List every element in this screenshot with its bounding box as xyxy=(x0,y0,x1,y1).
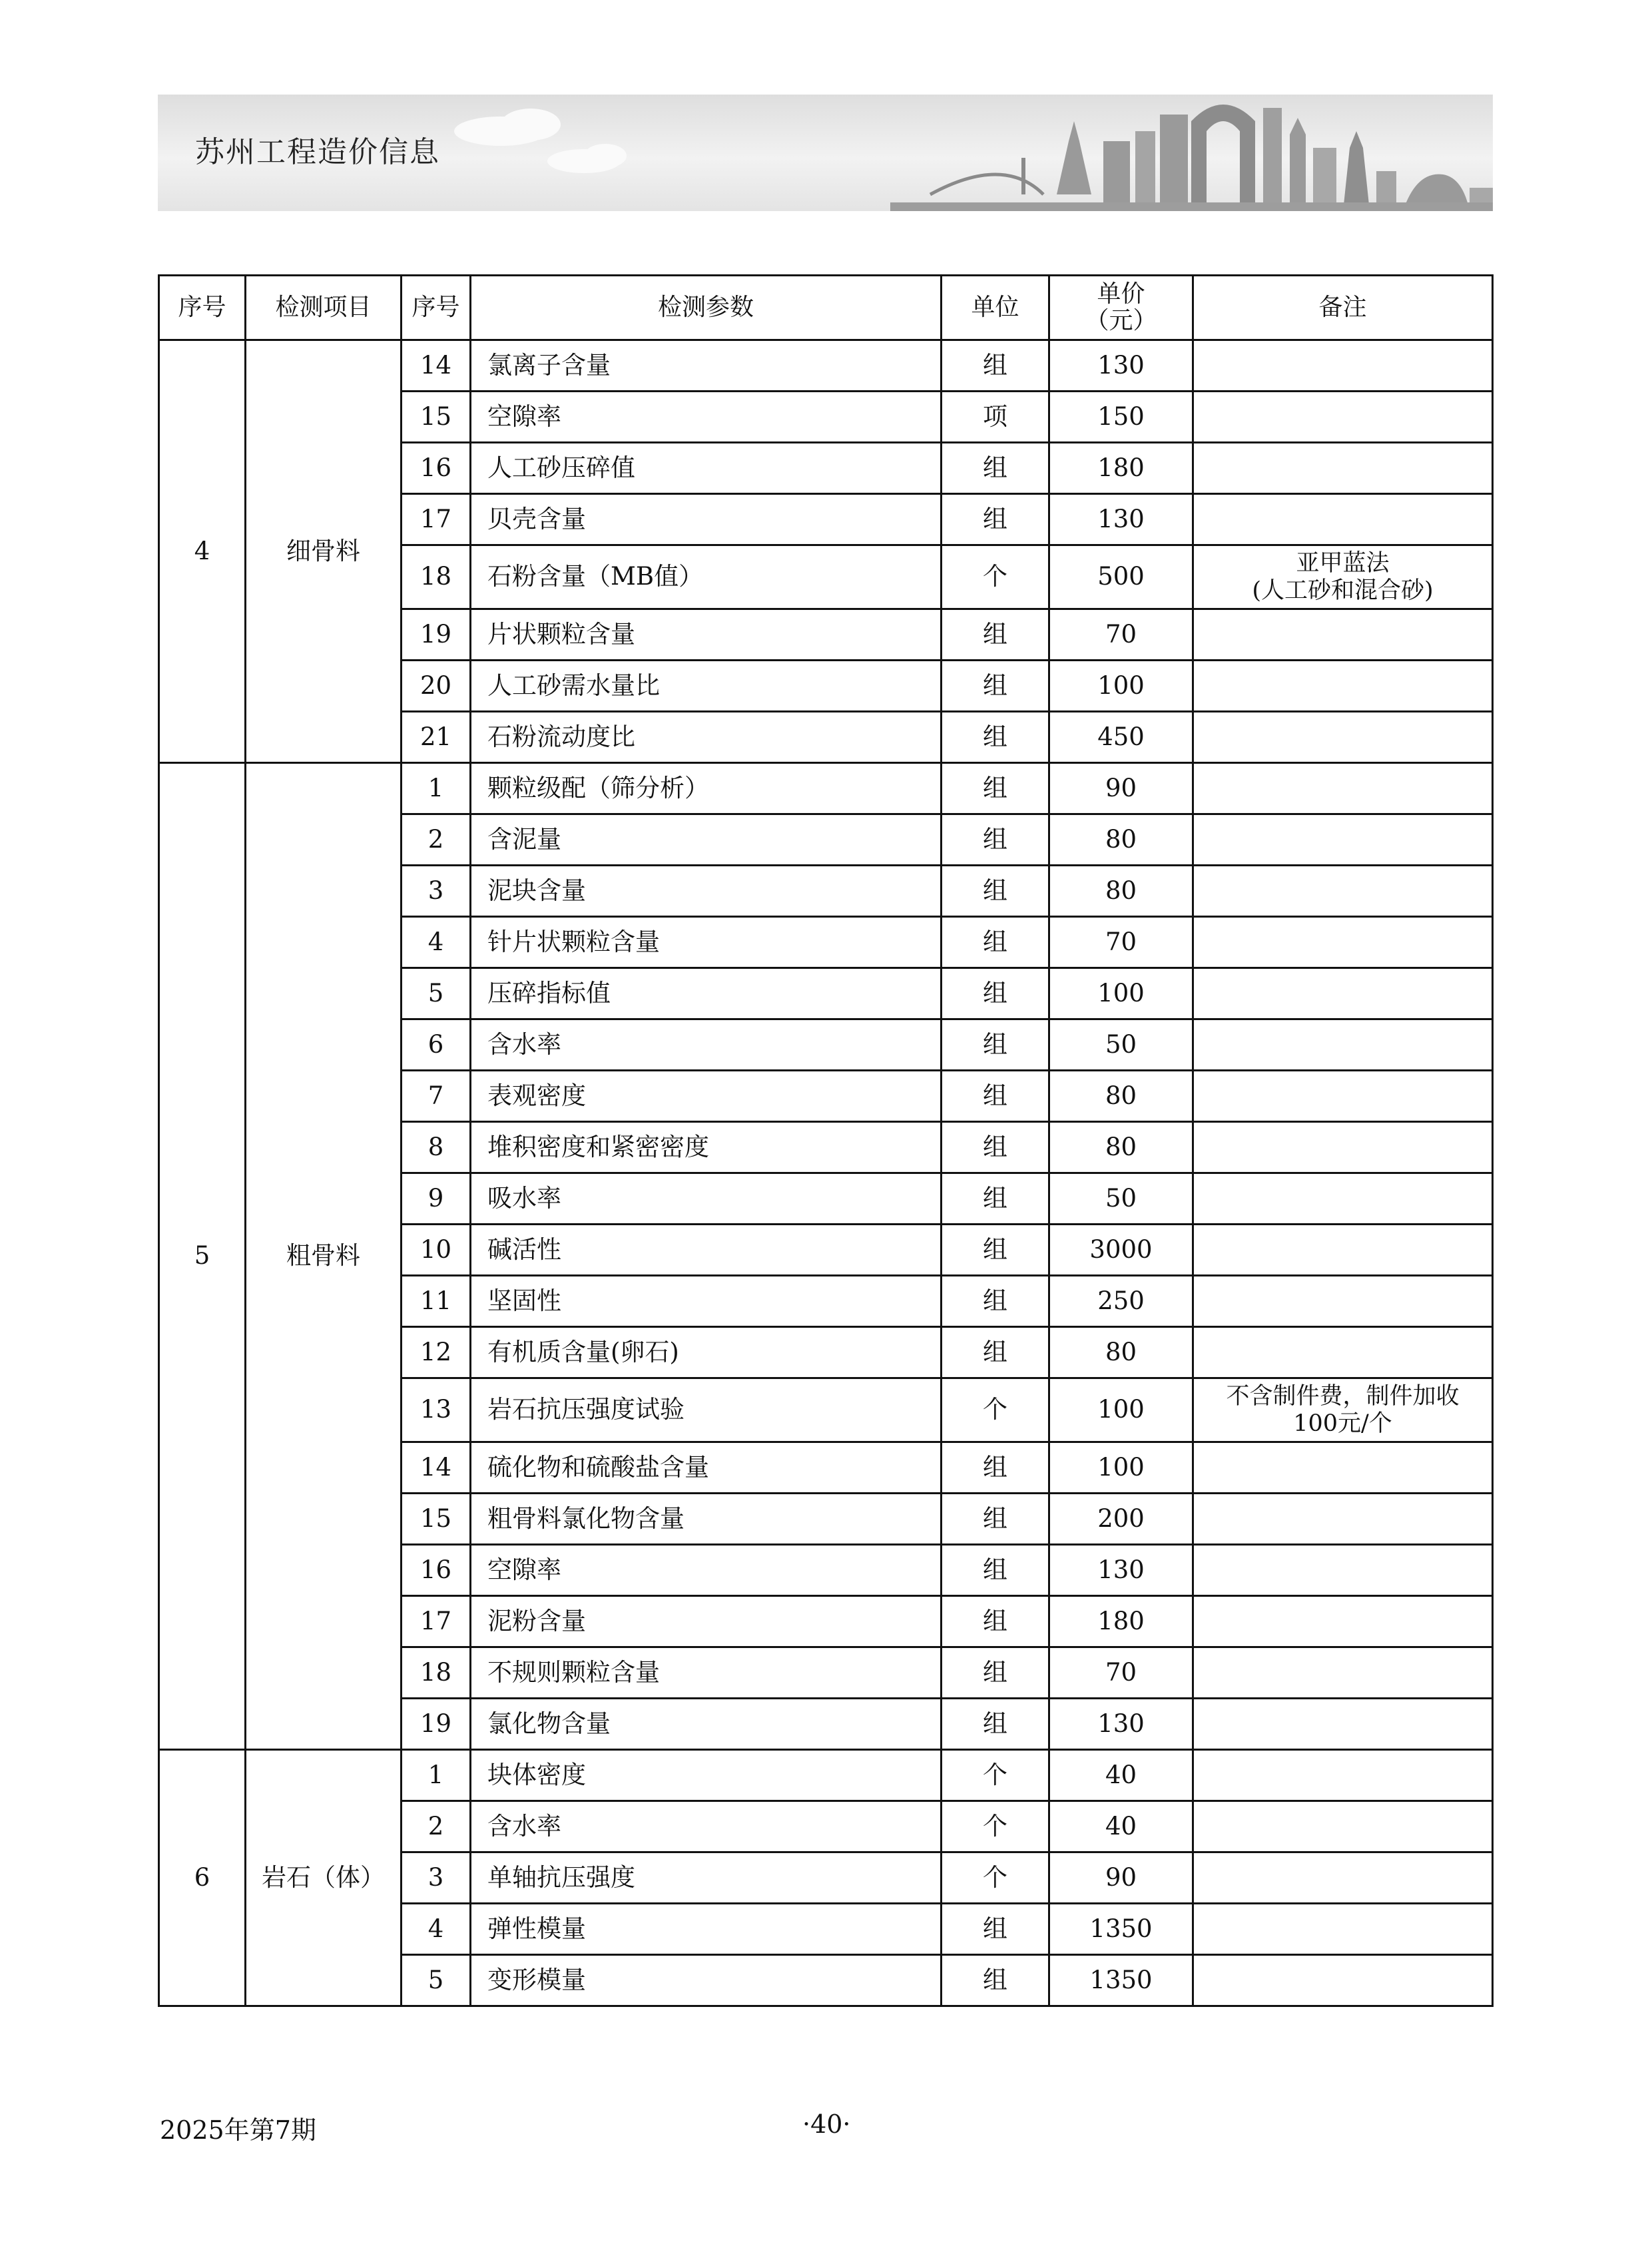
unit-cell: 组 xyxy=(942,1545,1049,1596)
row-number-cell: 14 xyxy=(402,1442,471,1494)
note-line: 100元/个 xyxy=(1293,1410,1392,1437)
param-cell: 碱活性 xyxy=(471,1225,942,1276)
price-cell: 200 xyxy=(1049,1494,1193,1545)
price-cell: 70 xyxy=(1049,609,1193,661)
col-header-note: 备注 xyxy=(1193,276,1493,340)
price-cell: 50 xyxy=(1049,1019,1193,1071)
group-item-cell: 细骨料 xyxy=(246,340,402,763)
note-cell xyxy=(1193,340,1493,392)
row-number-cell: 3 xyxy=(402,1852,471,1904)
group-seq-cell: 4 xyxy=(159,340,246,763)
param-cell: 泥块含量 xyxy=(471,866,942,917)
note-cell xyxy=(1193,392,1493,443)
price-cell: 250 xyxy=(1049,1276,1193,1327)
price-cell: 70 xyxy=(1049,917,1193,968)
param-cell: 空隙率 xyxy=(471,1545,942,1596)
unit-cell: 组 xyxy=(942,340,1049,392)
param-cell: 含水率 xyxy=(471,1019,942,1071)
unit-cell: 组 xyxy=(942,1494,1049,1545)
note-cell xyxy=(1193,968,1493,1019)
row-number-cell: 3 xyxy=(402,866,471,917)
param-cell: 空隙率 xyxy=(471,392,942,443)
price-cell: 130 xyxy=(1049,1699,1193,1750)
note-cell xyxy=(1193,1545,1493,1596)
note-cell xyxy=(1193,1955,1493,2006)
table-body xyxy=(159,340,1493,2006)
unit-cell: 组 xyxy=(942,1071,1049,1122)
row-number-cell: 7 xyxy=(402,1071,471,1122)
param-cell: 颗粒级配（筛分析） xyxy=(471,763,942,814)
note-cell xyxy=(1193,1122,1493,1173)
note-cell xyxy=(1193,1904,1493,1955)
param-cell: 针片状颗粒含量 xyxy=(471,917,942,968)
col-header-seq: 序号 xyxy=(159,276,246,340)
row-number-cell: 1 xyxy=(402,1750,471,1801)
param-cell: 变形模量 xyxy=(471,1955,942,2006)
col-header-price-line1: 单价 xyxy=(1097,280,1145,308)
price-cell: 500 xyxy=(1049,545,1193,609)
note-cell xyxy=(1193,1494,1493,1545)
issue-label: 2025年第7期 xyxy=(160,2115,316,2145)
table-row xyxy=(159,1750,1493,1801)
price-cell: 80 xyxy=(1049,1122,1193,1173)
param-cell: 岩石抗压强度试验 xyxy=(471,1378,942,1442)
row-number-cell: 2 xyxy=(402,814,471,866)
row-number-cell: 13 xyxy=(402,1378,471,1442)
unit-cell: 组 xyxy=(942,1173,1049,1225)
note-cell xyxy=(1193,1852,1493,1904)
unit-cell: 组 xyxy=(942,661,1049,712)
price-cell: 100 xyxy=(1049,1378,1193,1442)
price-cell: 100 xyxy=(1049,1442,1193,1494)
unit-cell: 组 xyxy=(942,1647,1049,1699)
price-table xyxy=(158,274,1494,2007)
price-cell: 50 xyxy=(1049,1173,1193,1225)
note-line: 亚甲蓝法 xyxy=(1296,550,1390,577)
unit-cell: 组 xyxy=(942,609,1049,661)
price-cell: 40 xyxy=(1049,1801,1193,1852)
note-cell xyxy=(1193,1750,1493,1801)
note-cell xyxy=(1193,763,1493,814)
price-cell: 100 xyxy=(1049,968,1193,1019)
row-number-cell: 17 xyxy=(402,1596,471,1647)
note-cell xyxy=(1193,609,1493,661)
price-cell: 100 xyxy=(1049,661,1193,712)
row-number-cell: 14 xyxy=(402,340,471,392)
row-number-cell: 4 xyxy=(402,1904,471,1955)
unit-cell: 组 xyxy=(942,763,1049,814)
col-header-price-line2: （元） xyxy=(1085,307,1157,334)
col-header-price xyxy=(1049,276,1193,340)
group-item-cell: 粗骨料 xyxy=(246,763,402,1750)
param-cell: 堆积密度和紧密密度 xyxy=(471,1122,942,1173)
note-cell xyxy=(1193,1071,1493,1122)
row-number-cell: 17 xyxy=(402,494,471,545)
row-number-cell: 19 xyxy=(402,609,471,661)
param-cell: 弹性模量 xyxy=(471,1904,942,1955)
unit-cell: 组 xyxy=(942,443,1049,494)
param-cell: 含泥量 xyxy=(471,814,942,866)
param-cell: 块体密度 xyxy=(471,1750,942,1801)
param-cell: 有机质含量(卵石) xyxy=(471,1327,942,1378)
table-row xyxy=(159,340,1493,392)
row-number-cell: 2 xyxy=(402,1801,471,1852)
param-cell: 粗骨料氯化物含量 xyxy=(471,1494,942,1545)
param-cell: 坚固性 xyxy=(471,1276,942,1327)
row-number-cell: 1 xyxy=(402,763,471,814)
note-line: (人工砂和混合砂) xyxy=(1252,577,1434,604)
unit-cell: 组 xyxy=(942,1122,1049,1173)
price-cell: 80 xyxy=(1049,866,1193,917)
note-cell xyxy=(1193,866,1493,917)
row-number-cell: 16 xyxy=(402,1545,471,1596)
param-cell: 石粉流动度比 xyxy=(471,712,942,763)
note-cell xyxy=(1193,1442,1493,1494)
param-cell: 压碎指标值 xyxy=(471,968,942,1019)
row-number-cell: 4 xyxy=(402,917,471,968)
row-number-cell: 9 xyxy=(402,1173,471,1225)
row-number-cell: 15 xyxy=(402,392,471,443)
price-cell: 80 xyxy=(1049,1327,1193,1378)
param-cell: 氯离子含量 xyxy=(471,340,942,392)
unit-cell: 个 xyxy=(942,545,1049,609)
row-number-cell: 18 xyxy=(402,545,471,609)
unit-cell: 组 xyxy=(942,1276,1049,1327)
unit-cell: 个 xyxy=(942,1801,1049,1852)
param-cell: 吸水率 xyxy=(471,1173,942,1225)
note-cell xyxy=(1193,1019,1493,1071)
price-cell: 150 xyxy=(1049,392,1193,443)
unit-cell: 组 xyxy=(942,1019,1049,1071)
unit-cell: 组 xyxy=(942,1904,1049,1955)
price-cell: 180 xyxy=(1049,1596,1193,1647)
row-number-cell: 10 xyxy=(402,1225,471,1276)
note-cell xyxy=(1193,1596,1493,1647)
unit-cell: 组 xyxy=(942,968,1049,1019)
param-cell: 单轴抗压强度 xyxy=(471,1852,942,1904)
price-cell: 3000 xyxy=(1049,1225,1193,1276)
unit-cell: 个 xyxy=(942,1852,1049,1904)
note-cell xyxy=(1193,661,1493,712)
note-line: 不含制件费，制件加收 xyxy=(1226,1383,1460,1410)
row-number-cell: 16 xyxy=(402,443,471,494)
unit-cell: 组 xyxy=(942,814,1049,866)
note-cell xyxy=(1193,494,1493,545)
note-cell xyxy=(1193,917,1493,968)
price-cell: 1350 xyxy=(1049,1955,1193,2006)
row-number-cell: 20 xyxy=(402,661,471,712)
publication-title: 苏州工程造价信息 xyxy=(195,135,440,169)
price-cell: 80 xyxy=(1049,1071,1193,1122)
note-cell xyxy=(1193,1699,1493,1750)
col-header-item: 检测项目 xyxy=(246,276,402,340)
param-cell: 不规则颗粒含量 xyxy=(471,1647,942,1699)
note-cell xyxy=(1193,712,1493,763)
row-number-cell: 15 xyxy=(402,1494,471,1545)
unit-cell: 组 xyxy=(942,917,1049,968)
price-cell: 70 xyxy=(1049,1647,1193,1699)
unit-cell: 项 xyxy=(942,392,1049,443)
row-number-cell: 12 xyxy=(402,1327,471,1378)
unit-cell: 组 xyxy=(942,1225,1049,1276)
price-cell: 130 xyxy=(1049,1545,1193,1596)
unit-cell: 组 xyxy=(942,712,1049,763)
row-number-cell: 6 xyxy=(402,1019,471,1071)
price-cell: 180 xyxy=(1049,443,1193,494)
param-cell: 硫化物和硫酸盐含量 xyxy=(471,1442,942,1494)
unit-cell: 组 xyxy=(942,1699,1049,1750)
row-number-cell: 18 xyxy=(402,1647,471,1699)
param-cell: 表观密度 xyxy=(471,1071,942,1122)
param-cell: 人工砂需水量比 xyxy=(471,661,942,712)
note-cell xyxy=(1193,1173,1493,1225)
note-cell xyxy=(1193,1327,1493,1378)
param-cell: 含水率 xyxy=(471,1801,942,1852)
price-cell: 450 xyxy=(1049,712,1193,763)
param-cell: 泥粉含量 xyxy=(471,1596,942,1647)
unit-cell: 个 xyxy=(942,1378,1049,1442)
param-cell: 人工砂压碎值 xyxy=(471,443,942,494)
price-cell: 90 xyxy=(1049,1852,1193,1904)
row-number-cell: 19 xyxy=(402,1699,471,1750)
note-cell xyxy=(1193,443,1493,494)
header-banner xyxy=(158,95,1493,211)
note-cell xyxy=(1193,1378,1493,1442)
price-cell: 80 xyxy=(1049,814,1193,866)
col-header-param: 检测参数 xyxy=(471,276,942,340)
price-cell: 130 xyxy=(1049,340,1193,392)
unit-cell: 组 xyxy=(942,1596,1049,1647)
col-header-unit: 单位 xyxy=(942,276,1049,340)
group-seq-cell: 5 xyxy=(159,763,246,1750)
unit-cell: 组 xyxy=(942,494,1049,545)
table-row xyxy=(159,763,1493,814)
note-cell xyxy=(1193,1276,1493,1327)
row-number-cell: 8 xyxy=(402,1122,471,1173)
param-cell: 石粉含量（MB值） xyxy=(471,545,942,609)
note-cell xyxy=(1193,1225,1493,1276)
unit-cell: 组 xyxy=(942,1442,1049,1494)
unit-cell: 组 xyxy=(942,1955,1049,2006)
price-cell: 1350 xyxy=(1049,1904,1193,1955)
unit-cell: 个 xyxy=(942,1750,1049,1801)
price-cell: 90 xyxy=(1049,763,1193,814)
param-cell: 片状颗粒含量 xyxy=(471,609,942,661)
group-item-cell: 岩石（体） xyxy=(246,1750,402,2006)
page-number: ·40· xyxy=(802,2109,851,2139)
note-cell xyxy=(1193,1647,1493,1699)
row-number-cell: 5 xyxy=(402,968,471,1019)
note-cell xyxy=(1193,1801,1493,1852)
note-cell xyxy=(1193,814,1493,866)
note-cell xyxy=(1193,545,1493,609)
param-cell: 贝壳含量 xyxy=(471,494,942,545)
row-number-cell: 11 xyxy=(402,1276,471,1327)
price-cell: 130 xyxy=(1049,494,1193,545)
row-number-cell: 21 xyxy=(402,712,471,763)
col-header-sub-seq: 序号 xyxy=(402,276,471,340)
price-cell: 40 xyxy=(1049,1750,1193,1801)
table-header-row xyxy=(159,276,1493,340)
param-cell: 氯化物含量 xyxy=(471,1699,942,1750)
unit-cell: 组 xyxy=(942,1327,1049,1378)
group-seq-cell: 6 xyxy=(159,1750,246,2006)
unit-cell: 组 xyxy=(942,866,1049,917)
row-number-cell: 5 xyxy=(402,1955,471,2006)
